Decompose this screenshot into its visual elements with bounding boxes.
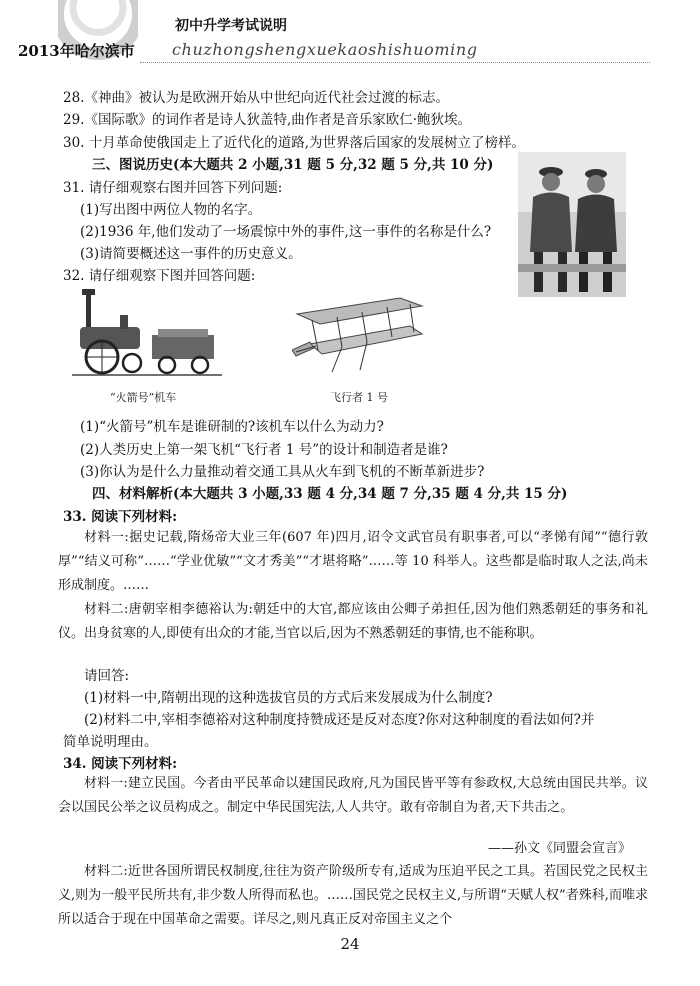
question-28: 28.《神曲》被认为是欧洲开始从中世纪向近代社会过渡的标志。 [63,90,449,106]
header-title: 初中升学考试说明 [175,18,287,34]
question-33-sub-2a: (2)材料二中,宰相李德裕对这种制度持赞成还是反对态度?你对这种制度的看法如何?并 [84,712,595,728]
page-number: 24 [340,935,360,953]
question-33-material-1: 材料一:据史记载,隋炀帝大业三年(607 年)四月,诏令文武官员有职事者,可以“孝悌有闻”“德行敦厚”“结义可称”……“学业优敏”“文才秀美”“才堪将略”……等 10 科举人。这些都是临时取人之法,尚未形成制度。…… [58,530,648,593]
question-32-stem: 32. 请仔细观察下图并回答问题: [63,268,256,284]
header-pinyin: chuzhongshengxuekaoshishuoming [172,40,478,59]
question-34-source: ——孙文《同盟会宣言》 [488,841,632,856]
question-34-stem-text: 34. 阅读下列材料: [63,756,178,772]
question-30: 30. 十月革命使俄国走上了近代化的道路,为世界落后国家的发展树立了榜样。 [63,135,526,151]
question-33-sub-2b: 简单说明理由。 [63,734,158,750]
question-32-sub-2: (2)人类历史上第一架飞机“飞行者 1 号”的设计和制造者是谁? [80,442,448,458]
question-32-sub-1: (1)“火箭号”机车是谁研制的?该机车以什么为动力? [80,419,384,435]
question-31-stem: 31. 请仔细观察右图并回答下列问题: [63,180,283,196]
question-31-sub-1: (1)写出图中两位人物的名字。 [80,202,262,218]
rocket-locomotive-caption: “火箭号”机车 [110,391,177,404]
question-32-sub-3: (3)你认为是什么力量推动着交通工具从火车到飞机的不断革新进步? [80,464,485,480]
question-33-material-2: 材料二:唐朝宰相李德裕认为:朝廷中的大官,都应该由公卿子弟担任,因为他们熟悉朝廷的事务和礼仪。出身贫寒的人,即使有出众的才能,当官以后,因为不熟悉朝廷的事情,也不能称职。 [58,602,648,641]
question-31-sub-2: (2)1936 年,他们发动了一场震惊中外的事件,这一事件的名称是什么? [80,224,492,240]
question-34-material-1: 材料一:建立民国。今者由平民革命以建国民政府,凡为国民皆平等有参政权,大总统由国民共举。议会以国民公举之议员构成之。制定中华民国宪法,人人共守。敢有帝制自为者,天下共击之。 [58,776,648,815]
question-34-stem [63,754,177,774]
rocket-locomotive-image [72,285,222,380]
wright-flyer-caption: 飞行者 1 号 [330,391,388,404]
question-34-material-2: 材料二:近世各国所谓民权制度,往往为资产阶级所专有,适成为压迫平民之工具。若国民党之民权主义,则为一般平民所共有,非少数人所得而私也。……国民党之民权主义,与所谓“天赋人权”者殊科,而唯求所以适合于现在中国革命之需要。详尽之,则凡真正反对帝国主义之个 [58,864,648,927]
wright-flyer-image [292,292,427,377]
header-year-city: 2013年哈尔滨市 [18,42,135,60]
question-33-sub-1: (1)材料一中,隋朝出现的这种选拔官员的方式后来发展成为什么制度? [84,690,493,706]
historical-photo [518,152,626,297]
question-33-stem-text: 33. 阅读下列材料: [63,509,178,525]
header-divider [140,62,650,63]
question-33-ask: 请回答: [84,668,130,684]
section-4-heading: 四、材料解析(本大题共 3 小题,33 题 4 分,34 题 7 分,35 题 4 分,共 15 分) [92,486,568,502]
section-3-heading: 三、图说历史(本大题共 2 小题,31 题 5 分,32 题 5 分,共 10 分) [92,157,494,173]
question-33-stem [63,507,177,527]
question-29: 29.《国际歌》的词作者是诗人狄盖特,曲作者是音乐家欧仁·鲍狄埃。 [63,112,472,128]
question-31-sub-3: (3)请简要概述这一事件的历史意义。 [80,246,302,262]
